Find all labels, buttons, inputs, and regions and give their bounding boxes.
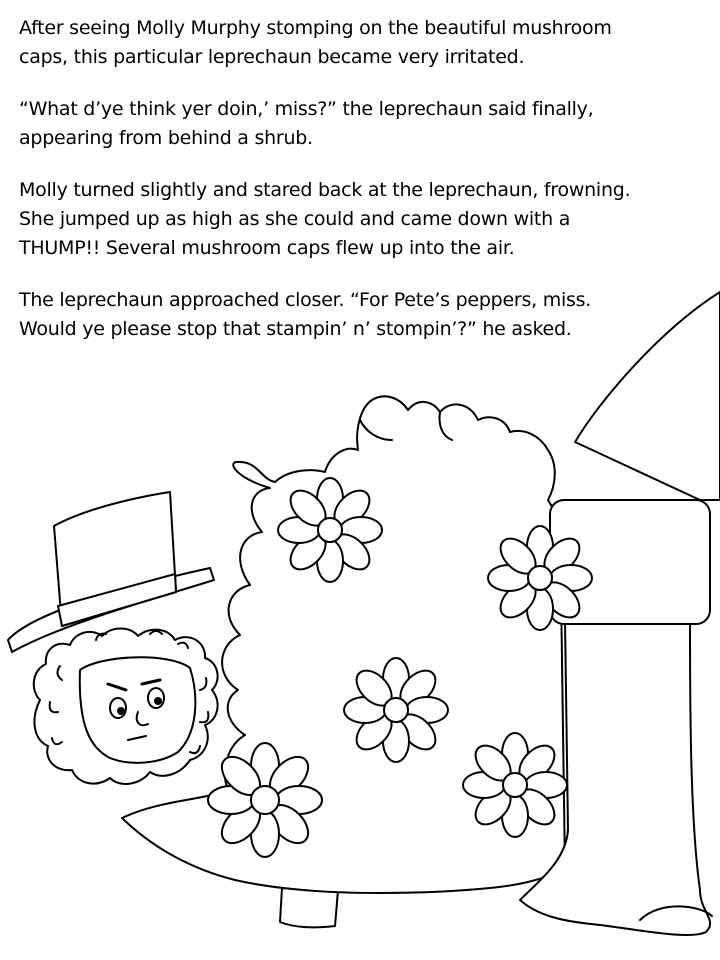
text-line: THUMP!! Several mushroom caps flew up into the air. [19, 237, 515, 259]
text-line: caps, this particular leprechaun became very irritated. [19, 46, 525, 68]
text-line: Would ye please stop that stampin’ n’ stompin’?” he asked. [19, 318, 572, 340]
text-line: She jumped up as high as she could and came down with a [19, 208, 571, 230]
text-line: The leprechaun approached closer. “For Pete’s peppers, miss. [19, 289, 592, 311]
flower [208, 743, 322, 857]
text-line: After seeing Molly Murphy stomping on the beautiful mushroom [19, 17, 612, 39]
leprechaun [8, 492, 218, 784]
flower [278, 478, 382, 582]
flower [344, 658, 448, 762]
flower [488, 526, 592, 630]
text-line: “What d’ye think yer doin,’ miss?” the leprechaun said finally, [19, 98, 594, 120]
text-line: appearing from behind a shrub. [19, 127, 313, 149]
flower [463, 733, 567, 837]
text-line: Molly turned slightly and stared back at the leprechaun, frowning. [19, 179, 631, 201]
